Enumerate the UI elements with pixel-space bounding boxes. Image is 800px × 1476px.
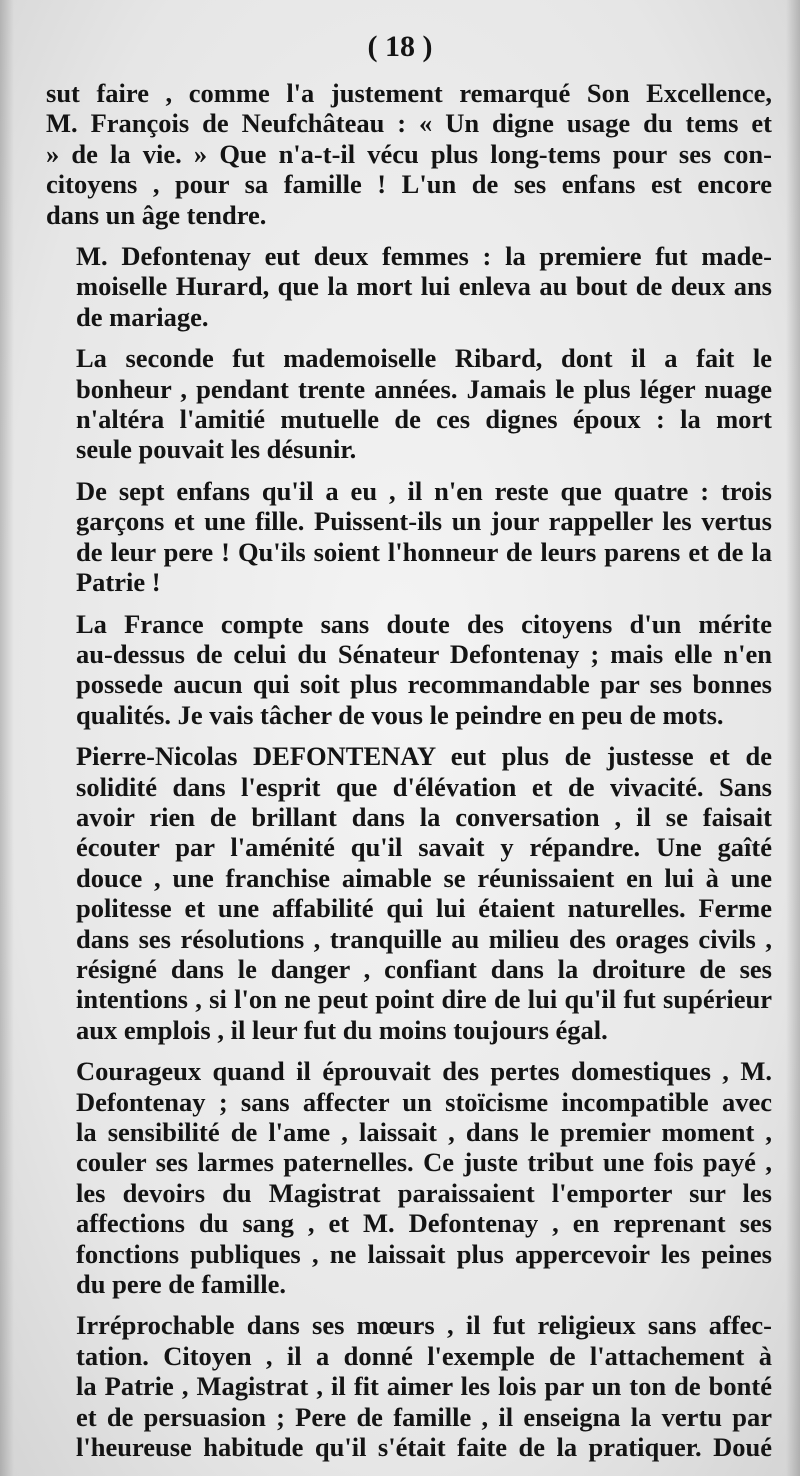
text-line: couler ses larmes paternelles. Ce juste tribut une fois payé , (76, 1147, 772, 1178)
text-line: M. François de Neufchâteau : « Un digne usage du tems et (46, 108, 772, 139)
text-line: possede aucun qui soit plus recommandable par ses bonnes (76, 669, 772, 700)
text-line: douce , une franchise aimable se réunissaient en lui à une (76, 862, 772, 893)
text-line: Defontenay ; sans affecter un stoïcisme incompatible avec (76, 1086, 772, 1117)
text-line: intentions , si l'on ne peut point dire de lui qu'il fut supérieur (76, 984, 772, 1015)
text-line: résigné dans le danger , confiant dans la droiture de ses (76, 953, 772, 984)
text-line: l'heureuse habitude qu'il s'était faite de la pratiquer. Doué (76, 1432, 772, 1463)
text-line: de mariage. (76, 301, 209, 332)
text-line: dans un âge tendre. (46, 199, 267, 230)
text-line: qualités. Je vais tâcher de vous le peindre en peu de mots. (76, 699, 724, 730)
text-line: tation. Citoyen , il a donné l'exemple de l'attachement à (76, 1340, 772, 1371)
text-line: écouter par l'aménité qu'il savait y répandre. Une gaîté (76, 832, 772, 863)
text-line: La France compte sans doute des citoyens d'un mérite (76, 608, 772, 639)
paragraph (46, 741, 772, 1045)
text-line: les devoirs du Magistrat paraissaient l'emporter sur les (76, 1177, 772, 1208)
text-line: et de persuasion ; Pere de famille , il enseigna la vertu par (76, 1401, 772, 1432)
text-line: n'altéra l'amitié mutuelle de ces dignes époux : la mort (76, 404, 772, 435)
paragraph (46, 1310, 772, 1462)
body-text (46, 78, 772, 1473)
paragraph (46, 241, 772, 332)
text-line: aux emplois , il leur fut du moins toujours égal. (76, 1014, 608, 1045)
text-line: Courageux quand il éprouvait des pertes domestiques , M. (76, 1056, 772, 1087)
text-line: dans ses résolutions , tranquille au milieu des orages civils , (76, 923, 772, 954)
text-line: sut faire , comme l'a justement remarqué Son Excellence, (46, 78, 772, 108)
text-line: la sensibilité de l'ame , laissait , dans le premier moment , (76, 1117, 772, 1147)
text-line: de leur pere ! Qu'ils soient l'honneur de leurs parens et de la (76, 536, 772, 567)
text-line: politesse et une affabilité qui lui étaient naturelles. Ferme (76, 893, 772, 924)
text-line: » de la vie. » Que n'a-t-il vécu plus long-tems pour ses con- (46, 138, 772, 169)
paragraph (46, 609, 772, 731)
text-line: M. Defontenay eut deux femmes : la premiere fut made- (76, 241, 772, 272)
text-line: avoir rien de brillant dans la conversation , il se faisait (76, 801, 772, 832)
text-line: Pierre-Nicolas DEFONTENAY eut plus de justesse et de (76, 741, 772, 772)
text-line: fonctions publiques , ne laissait plus appercevoir les peines (76, 1238, 772, 1269)
text-line: solidité dans l'esprit que d'élévation et de vivacité. Sans (76, 771, 772, 802)
text-line: Irréprochable dans ses mœurs , il fut religieux sans affec- (76, 1310, 772, 1341)
page-number: ( 18 ) (367, 30, 433, 63)
text-line: seule pouvait les désunir. (76, 434, 357, 465)
left-edge-shadow (0, 0, 14, 1476)
text-line: De sept enfans qu'il a eu , il n'en reste que quatre : trois (76, 475, 772, 506)
text-line: affections du sang , et M. Defontenay , en reprenant ses (76, 1208, 772, 1239)
text-line: la Patrie , Magistrat , il fit aimer les lois par un ton de bonté (76, 1371, 772, 1402)
text-line: La seconde fut mademoiselle Ribard, dont il a fait le (76, 343, 772, 374)
paragraph (46, 343, 772, 465)
paragraph (46, 1056, 772, 1299)
text-line: moiselle Hurard, que la mort lui enleva au bout de deux ans (76, 271, 772, 302)
right-edge-shadow (786, 0, 800, 1476)
paragraph (46, 476, 772, 598)
text-line: bonheur , pendant trente années. Jamais le plus léger nuage (76, 373, 772, 404)
text-line: du pere de famille. (76, 1269, 287, 1300)
paragraph (46, 78, 772, 230)
text-line: Patrie ! (76, 567, 161, 598)
text-line: citoyens , pour sa famille ! L'un de ses enfans est encore (46, 169, 772, 200)
text-line: au-dessus de celui du Sénateur Defontenay ; mais elle n'en (76, 638, 772, 669)
text-line: garçons et une fille. Puissent-ils un jour rappeller les vertus (76, 506, 772, 537)
